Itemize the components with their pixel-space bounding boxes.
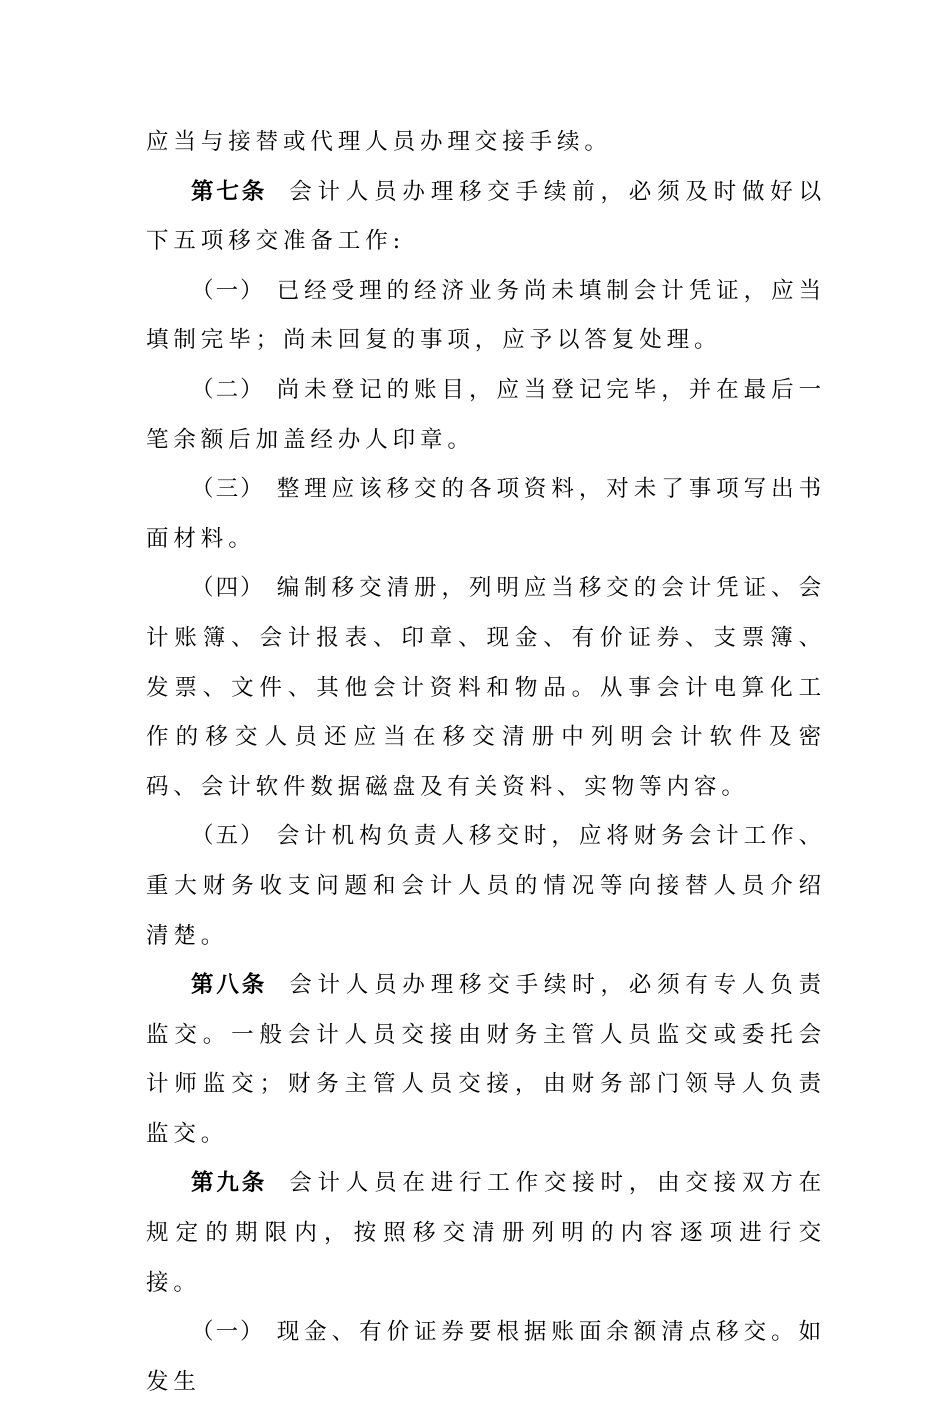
item-text: 会计机构负责人移交时，应将财务会计工作、重大财务收支问题和会计人员的情况等向接替人员介绍清楚。 [146,823,826,949]
article-9 [146,1159,826,1308]
article-label: 第七条 [191,178,268,205]
paragraph-continuation [146,118,826,168]
article-text: 会计人员办理移交手续前，必须及时做好以下五项移交准备工作: [146,178,826,255]
article-label: 第八条 [191,972,268,999]
item-label: （一） [191,277,265,304]
article-7-item-2 [146,366,826,465]
item-text: 现金、有价证券要根据账面余额清点移交。如发生 [146,1319,826,1395]
article-text: 会计人员办理移交手续时，必须有专人负责监交。一般会计人员交接由财务主管人员监交或委托会计师监交；财务主管人员交接，由财务部门领导人负责监交。 [146,972,826,1147]
item-text: 整理应该移交的各项资料，对未了事项写出书面材料。 [146,476,826,552]
article-8 [146,961,826,1159]
paragraph-text: 应当与接替或代理人员办理交接手续。 [146,129,612,155]
article-text: 会计人员在进行工作交接时，由交接双方在规定的期限内，按照移交清册列明的内容逐项进行交接。 [146,1170,826,1296]
article-7-item-1 [146,267,826,366]
item-text: 已经受理的经济业务尚未填制会计凭证，应当填制完毕；尚未回复的事项，应予以答复处理。 [146,277,826,354]
item-label: （二） [191,376,265,403]
article-9-item-1 [146,1308,826,1407]
document-page [146,118,826,1407]
item-text: 编制移交清册，列明应当移交的会计凭证、会计账簿、会计报表、印章、现金、有价证券、支票簿、发票、文件、其他会计资料和物品。从事会计电算化工作的移交人员还应当在移交清册中列明会计软件及密码、会计软件数据磁盘及有关资料、实物等内容。 [146,575,826,800]
article-7-item-5 [146,812,826,961]
item-label: （五） [191,823,265,850]
item-label: （三） [191,476,265,503]
item-text: 尚未登记的账目，应当登记完毕，并在最后一笔余额后加盖经办人印章。 [146,376,826,453]
article-7-item-4 [146,564,826,812]
article-7 [146,168,826,267]
article-7-item-3 [146,465,826,564]
item-label: （一） [191,1319,265,1346]
item-label: （四） [191,575,265,602]
article-label: 第九条 [191,1170,268,1197]
